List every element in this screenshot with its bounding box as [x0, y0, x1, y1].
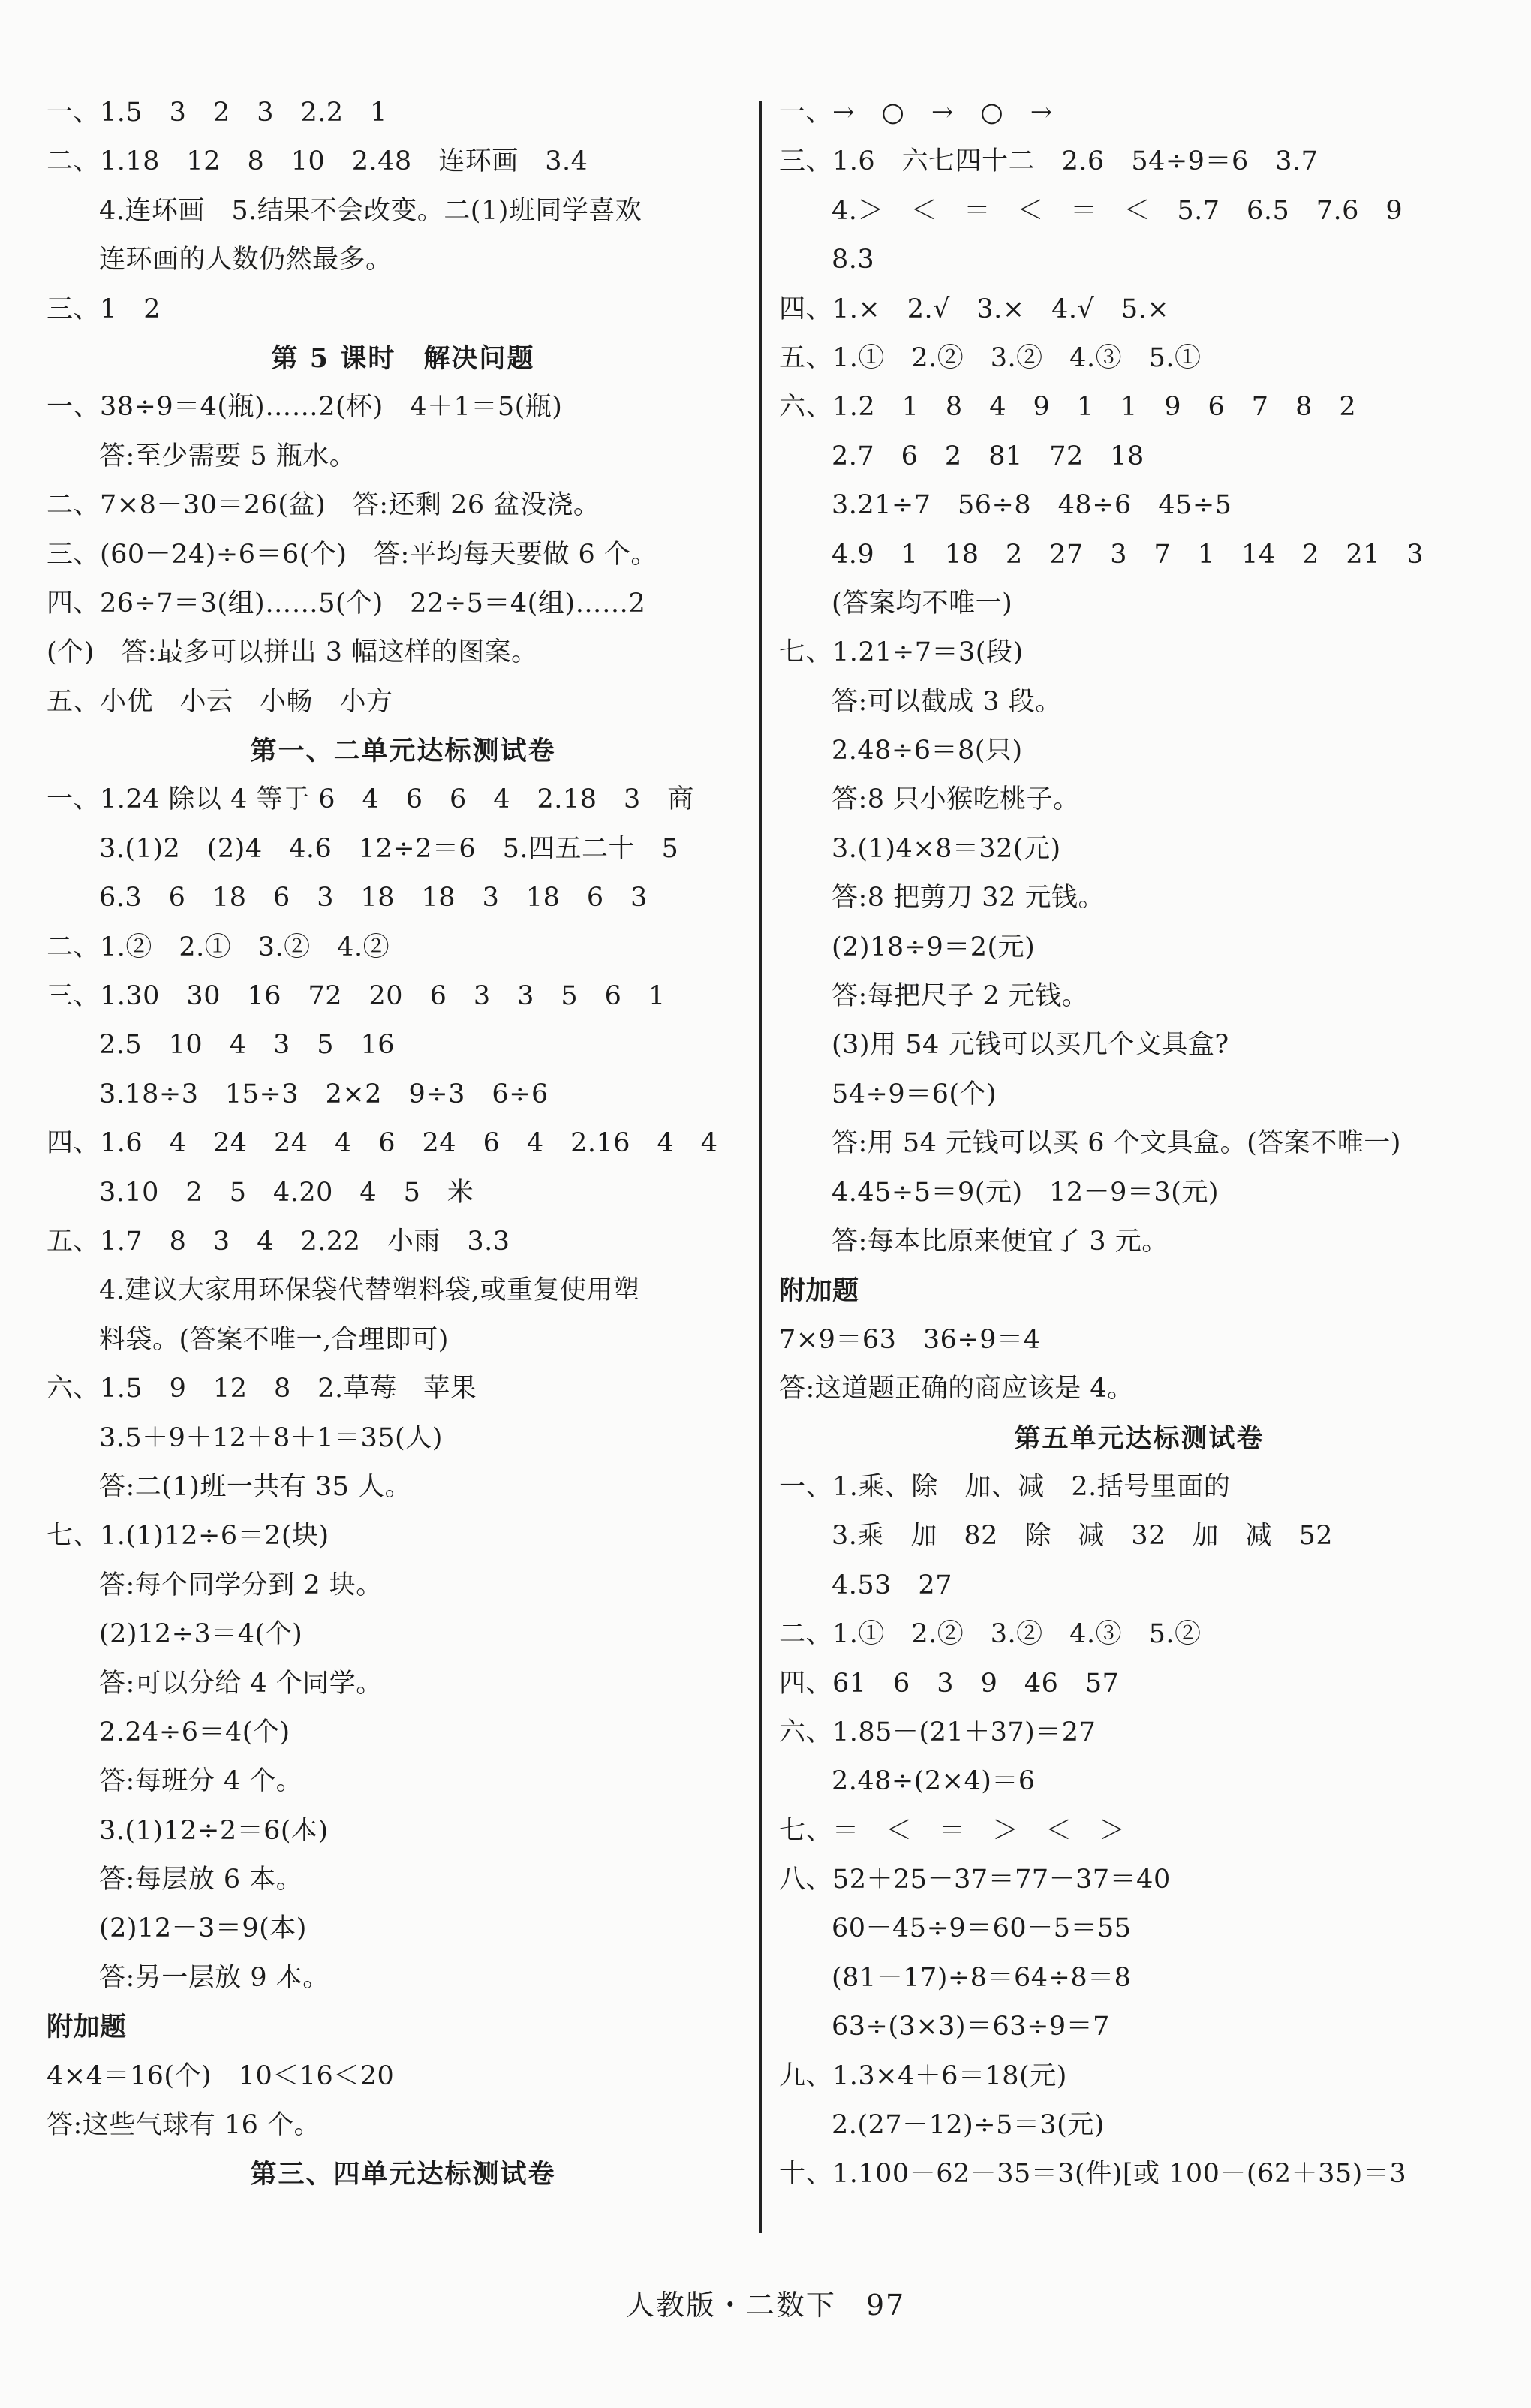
- answer-line: 答:8 只小猴吃桃子。: [832, 784, 1080, 815]
- answer-line: 连环画的人数仍然最多。: [99, 245, 393, 275]
- bonus-heading: 附加题: [779, 1275, 859, 1307]
- answer-line: 4.45÷5＝9(元) 12－9＝3(元): [832, 1177, 1219, 1208]
- answer-line: (3)用 54 元钱可以买几个文具盒?: [832, 1030, 1229, 1061]
- answer-line: (2)12－3＝9(本): [99, 1913, 307, 1944]
- answer-line: 四、61 6 3 9 46 57: [779, 1668, 1120, 1699]
- answer-line: 3.(1)12÷2＝6(本): [99, 1815, 329, 1846]
- answer-line: 三、1.30 30 16 72 20 6 3 3 5 6 1: [47, 981, 666, 1012]
- answer-line: 6.3 6 18 6 3 18 18 3 18 6 3: [99, 883, 648, 914]
- answer-line: 60－45÷9＝60－5＝55: [832, 1913, 1132, 1944]
- answer-line: 3.18÷3 15÷3 2×2 9÷3 6÷6: [99, 1079, 549, 1109]
- answer-line: (个) 答:最多可以拼出 3 幅这样的图案。: [47, 637, 538, 668]
- answer-line: 二、1.① 2.② 3.② 4.③ 5.②: [779, 1619, 1202, 1650]
- answer-line: 答:每班分 4 个。: [99, 1766, 303, 1797]
- answer-line: 3.(1)4×8＝32(元): [832, 833, 1061, 864]
- answer-line: 五、1.7 8 3 4 2.22 小雨 3.3: [47, 1226, 510, 1257]
- answer-line: 答:8 把剪刀 32 元钱。: [832, 883, 1105, 914]
- answer-line: 料袋。(答案不唯一,合理即可): [99, 1324, 449, 1355]
- answer-line: 四、1.× 2.√ 3.× 4.√ 5.×: [779, 293, 1170, 324]
- answer-line: 答:可以分给 4 个同学。: [99, 1668, 383, 1699]
- answer-line: 答:二(1)班一共有 35 人。: [99, 1471, 412, 1502]
- answer-line: 一、1.5 3 2 3 2.2 1: [47, 98, 387, 128]
- answer-line: (2)18÷9＝2(元): [832, 932, 1036, 962]
- answer-line: 答:可以截成 3 段。: [832, 686, 1062, 717]
- answer-line: 八、52＋25－37＝77－37＝40: [779, 1865, 1171, 1895]
- answer-line: 二、7×8－30＝26(盆) 答:还剩 26 盆没浇。: [47, 490, 600, 521]
- answer-line: 答:这些气球有 16 个。: [47, 2110, 321, 2141]
- answer-line: 63÷(3×3)＝63÷9＝7: [832, 2012, 1110, 2042]
- answer-line: 4.9 1 18 2 27 3 7 1 14 2 21 3: [832, 539, 1424, 570]
- answer-line: 3.5＋9＋12＋8＋1＝35(人): [99, 1422, 443, 1453]
- answer-line: 九、1.3×4＋6＝18(元): [779, 2060, 1067, 2091]
- answer-line: 3.10 2 5 4.20 4 5 米: [99, 1177, 474, 1208]
- answer-line: (答案均不唯一): [832, 588, 1013, 619]
- answer-line: 七、1.21÷7＝3(段): [779, 637, 1024, 668]
- answer-line: 答:每层放 6 本。: [99, 1865, 303, 1895]
- left-column: [47, 89, 759, 2199]
- section-heading: 第三、四单元达标测试卷: [250, 2159, 556, 2190]
- answer-line: 2.24÷6＝4(个): [99, 1717, 290, 1747]
- answer-line: 六、1.85－(21＋37)＝27: [779, 1717, 1096, 1747]
- answer-line: 二、1.18 12 8 10 2.48 连环画 3.4: [47, 146, 588, 177]
- answer-line: 2.(27－12)÷5＝3(元): [832, 2110, 1105, 2141]
- answer-line: 十、1.100－62－35＝3(件)[或 100－(62＋35)＝3: [779, 2159, 1407, 2190]
- section-heading: 第五单元达标测试卷: [1014, 1422, 1265, 1454]
- answer-line: 4.53 27: [832, 1570, 952, 1600]
- answer-line: 答:每个同学分到 2 块。: [99, 1570, 383, 1600]
- answer-line: 三、1 2: [47, 293, 161, 324]
- answer-line: 答:每把尺子 2 元钱。: [832, 981, 1089, 1012]
- answer-line: 4×4＝16(个) 10＜16＜20: [47, 2060, 395, 2091]
- section-heading: 第一、二单元达标测试卷: [250, 736, 556, 767]
- answer-line: 五、1.① 2.② 3.② 4.③ 5.①: [779, 342, 1202, 373]
- answer-line: 一、38÷9＝4(瓶)……2(杯) 4＋1＝5(瓶): [47, 392, 563, 423]
- answer-line: 2.5 10 4 3 5 16: [99, 1030, 396, 1061]
- answer-line: 2.48÷6＝8(只): [832, 736, 1023, 766]
- answer-line: 3.21÷7 56÷8 48÷6 45÷5: [832, 490, 1232, 521]
- answer-line: (2)12÷3＝4(个): [99, 1619, 303, 1650]
- answer-line: 答:这道题正确的商应该是 4。: [779, 1374, 1134, 1404]
- answer-line: 4.建议大家用环保袋代替塑料袋,或重复使用塑: [99, 1275, 640, 1306]
- answer-line: 2.48÷(2×4)＝6: [832, 1766, 1036, 1797]
- section-heading: 第 5 课时 解决问题: [271, 342, 535, 374]
- answer-line: 8.3: [832, 245, 875, 275]
- answer-line: 七、＝ ＜ ＝ ＞ ＜ ＞: [779, 1815, 1126, 1846]
- right-column: [779, 89, 1499, 2199]
- answer-line: 答:用 54 元钱可以买 6 个文具盒。(答案不唯一): [832, 1128, 1401, 1159]
- answer-line: 三、(60－24)÷6＝6(个) 答:平均每天要做 6 个。: [47, 539, 657, 570]
- page-footer: 人教版・二数下 97: [625, 2289, 906, 2322]
- answer-line: 一、→ ○ → ○ →: [779, 98, 1053, 128]
- answer-line: 答:每本比原来便宜了 3 元。: [832, 1226, 1169, 1257]
- answer-line: 54÷9＝6(个): [832, 1079, 997, 1109]
- column-divider: [759, 101, 762, 2233]
- answer-line: 3.乘 加 82 除 减 32 加 减 52: [832, 1521, 1334, 1552]
- answer-line: 五、小优 小云 小畅 小方: [47, 686, 393, 717]
- answer-line: 4.＞ ＜ ＝ ＜ ＝ ＜ 5.7 6.5 7.6 9: [832, 195, 1403, 226]
- answer-line: 2.7 6 2 81 72 18: [832, 441, 1144, 471]
- answer-line: 二、1.② 2.① 3.② 4.②: [47, 932, 390, 962]
- answer-line: 答:至少需要 5 瓶水。: [99, 441, 356, 471]
- answer-line: 4.连环画 5.结果不会改变。二(1)班同学喜欢: [99, 195, 642, 226]
- answer-line: 三、1.6 六七四十二 2.6 54÷9＝6 3.7: [779, 146, 1319, 177]
- answer-line: 答:另一层放 9 本。: [99, 1962, 329, 1993]
- answer-line: (81－17)÷8＝64÷8＝8: [832, 1962, 1132, 1993]
- answer-line: 四、26÷7＝3(组)……5(个) 22÷5＝4(组)……2: [47, 588, 646, 619]
- answer-line: 一、1.乘、除 加、减 2.括号里面的: [779, 1471, 1231, 1502]
- answer-line: 七、1.(1)12÷6＝2(块): [47, 1521, 329, 1552]
- answer-line: 3.(1)2 (2)4 4.6 12÷2＝6 5.四五二十 5: [99, 833, 679, 864]
- answer-line: 六、1.2 1 8 4 9 1 1 9 6 7 8 2: [779, 392, 1357, 423]
- answer-line: 六、1.5 9 12 8 2.草莓 苹果: [47, 1374, 477, 1404]
- answer-line: 7×9＝63 36÷9＝4: [779, 1324, 1041, 1355]
- answer-line: 一、1.24 除以 4 等于 6 4 6 6 4 2.18 3 商: [47, 784, 694, 815]
- bonus-heading: 附加题: [47, 2012, 127, 2043]
- answer-line: 四、1.6 4 24 24 4 6 24 6 4 2.16 4 4: [47, 1128, 718, 1159]
